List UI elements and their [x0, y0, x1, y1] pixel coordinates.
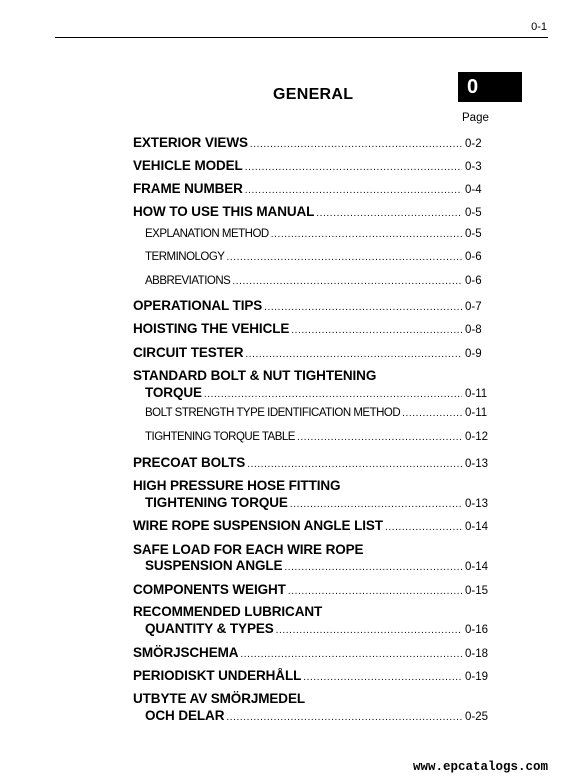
dot-leader [245, 349, 462, 360]
dot-leader [250, 139, 462, 150]
toc-entry-label: SMÖRJSCHEMA [133, 645, 239, 660]
chapter-number-tab [458, 72, 522, 102]
toc-entry-components-weight[interactable] [133, 582, 489, 598]
toc-entry-terminology[interactable] [145, 251, 489, 267]
dot-leader [204, 389, 462, 400]
toc-entry-page: 0-7 [465, 301, 482, 313]
dot-leader [288, 586, 462, 597]
toc-entry-label: PRECOAT BOLTS [133, 455, 246, 470]
page-number: 0-1 [531, 21, 547, 33]
toc-entry-label: BOLT STRENGTH TYPE IDENTIFICATION METHOD [145, 407, 401, 419]
toc-entry-label: VEHICLE MODEL [133, 158, 243, 173]
toc-entry-label: TORQUE [145, 385, 202, 400]
dot-leader [247, 459, 462, 470]
toc-entry-exterior-views[interactable] [133, 135, 489, 151]
toc-entry-hoisting[interactable] [133, 321, 489, 337]
toc-entry-heading-line: HIGH PRESSURE HOSE FITTING [133, 478, 341, 493]
dot-leader [271, 229, 462, 240]
toc-entry-page: 0-4 [465, 184, 482, 196]
toc-entry-page: 0-19 [465, 671, 489, 683]
toc-entry-label: PERIODISKT UNDERHÅLL [133, 668, 302, 683]
toc-entry-label: SUSPENSION ANGLE [145, 558, 283, 573]
toc-entry-safe-load[interactable] [145, 558, 489, 574]
toc-entry-precoat-bolts[interactable] [133, 455, 489, 471]
toc-entry-page: 0-18 [465, 648, 489, 660]
toc-entry-circuit-tester[interactable] [133, 345, 489, 361]
toc-entry-heading-line: UTBYTE AV SMÖRJMEDEL [133, 691, 306, 706]
toc-entry-lubricant[interactable] [145, 621, 489, 637]
toc-entry-label: HOISTING THE VEHICLE [133, 321, 290, 336]
toc-entry-label: TIGHTENING TORQUE [145, 495, 288, 510]
toc-entry-frame-number[interactable] [133, 181, 489, 197]
page-column-label: Page [462, 112, 489, 124]
toc-entry-page: 0-16 [465, 624, 489, 636]
toc-entry-wire-rope[interactable] [133, 518, 489, 534]
toc-entry-page: 0-15 [465, 585, 489, 597]
chapter-title: GENERAL [273, 86, 354, 103]
dot-leader [291, 325, 462, 336]
dot-leader [245, 162, 462, 173]
header-rule [55, 37, 548, 38]
toc-entry-label: OPERATIONAL TIPS [133, 298, 263, 313]
toc-entry-page: 0-2 [465, 138, 482, 150]
toc-entry-page: 0-12 [465, 431, 489, 443]
toc-entry-heading-line: RECOMMENDED LUBRICANT [133, 604, 323, 619]
toc-entry-label: CIRCUIT TESTER [133, 345, 244, 360]
toc-entry-bolt-strength[interactable] [145, 407, 489, 423]
dot-leader [316, 208, 462, 219]
toc-entry-page: 0-5 [465, 207, 482, 219]
toc-entry-page: 0-13 [465, 458, 489, 470]
dot-leader [385, 522, 462, 533]
toc-entry-label: TERMINOLOGY [145, 251, 225, 263]
watermark-url: www.epcatalogs.com [412, 760, 548, 774]
dot-leader [297, 432, 462, 443]
toc-entry-label: HOW TO USE THIS MANUAL [133, 204, 315, 219]
toc-entry-label: OCH DELAR [145, 708, 225, 723]
toc-entry-label: EXTERIOR VIEWS [133, 135, 248, 150]
dot-leader [303, 672, 462, 683]
toc-entry-page: 0-5 [465, 228, 482, 240]
dot-leader [226, 252, 462, 263]
toc-entry-label: COMPONENTS WEIGHT [133, 582, 286, 597]
dot-leader [240, 649, 462, 660]
toc-entry-operational-tips[interactable] [133, 298, 489, 314]
dot-leader [245, 185, 462, 196]
toc-entry-page: 0-6 [465, 275, 482, 287]
toc-entry-label: QUANTITY & TYPES [145, 621, 274, 636]
toc-entry-label: FRAME NUMBER [133, 181, 243, 196]
toc-entry-utbyte[interactable] [145, 708, 489, 724]
toc-entry-page: 0-3 [465, 161, 482, 173]
toc-entry-standard-bolt-torque[interactable] [145, 385, 489, 401]
dot-leader [284, 562, 462, 573]
toc-entry-hose-torque[interactable] [145, 495, 489, 511]
toc-entry-page: 0-14 [465, 561, 489, 573]
toc-entry-tightening-table[interactable] [145, 431, 489, 447]
toc-entry-page: 0-6 [465, 251, 482, 263]
dot-leader [290, 499, 462, 510]
toc-entry-page: 0-8 [465, 324, 482, 336]
dot-leader [264, 302, 462, 313]
toc-entry-abbreviations[interactable] [145, 275, 489, 291]
toc-entry-page: 0-13 [465, 498, 489, 510]
dot-leader [226, 712, 462, 723]
toc-entry-heading-line: STANDARD BOLT & NUT TIGHTENING [133, 368, 377, 383]
toc-entry-smorjschema[interactable] [133, 645, 489, 661]
dot-leader [276, 625, 462, 636]
dot-leader [232, 276, 462, 287]
toc-entry-vehicle-model[interactable] [133, 158, 489, 174]
toc-entry-page: 0-11 [465, 388, 488, 400]
toc-entry-page: 0-9 [465, 348, 482, 360]
toc-entry-label: WIRE ROPE SUSPENSION ANGLE LIST [133, 518, 383, 533]
toc-entry-label: ABBREVIATIONS [145, 275, 231, 287]
toc-entry-page: 0-14 [465, 521, 489, 533]
toc-entry-heading-line: SAFE LOAD FOR EACH WIRE ROPE [133, 542, 364, 557]
toc-entry-page: 0-11 [465, 407, 488, 419]
toc-entry-page: 0-25 [465, 711, 489, 723]
chapter-number: 0 [467, 76, 479, 98]
toc-entry-label: EXPLANATION METHOD [145, 228, 269, 240]
toc-entry-explanation-method[interactable] [145, 228, 489, 244]
toc-entry-how-to-use[interactable] [133, 204, 489, 220]
dot-leader [402, 408, 462, 419]
toc-entry-label: TIGHTENING TORQUE TABLE [145, 431, 295, 443]
toc-entry-periodiskt[interactable] [133, 668, 489, 684]
